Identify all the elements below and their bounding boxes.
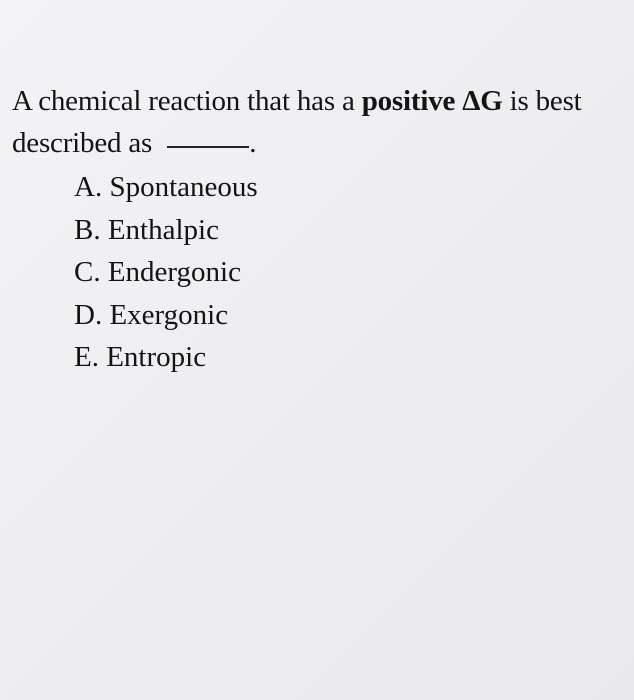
answer-options — [74, 166, 258, 379]
option-d: D. Exergonic — [74, 298, 229, 331]
question-period: . — [249, 127, 257, 159]
question-lead: A chemical reaction that has a — [12, 85, 362, 117]
option-a: A. Spontaneous — [74, 171, 258, 203]
question-text — [12, 80, 622, 164]
option-c: C. Endergonic — [74, 256, 241, 288]
question-emphasis: positive ΔG — [361, 85, 503, 117]
answer-blank — [167, 146, 249, 148]
question-tail: is best described as — [12, 85, 582, 159]
option-b: B. Enthalpic — [74, 213, 219, 246]
option-e: E. Entropic — [74, 341, 207, 373]
